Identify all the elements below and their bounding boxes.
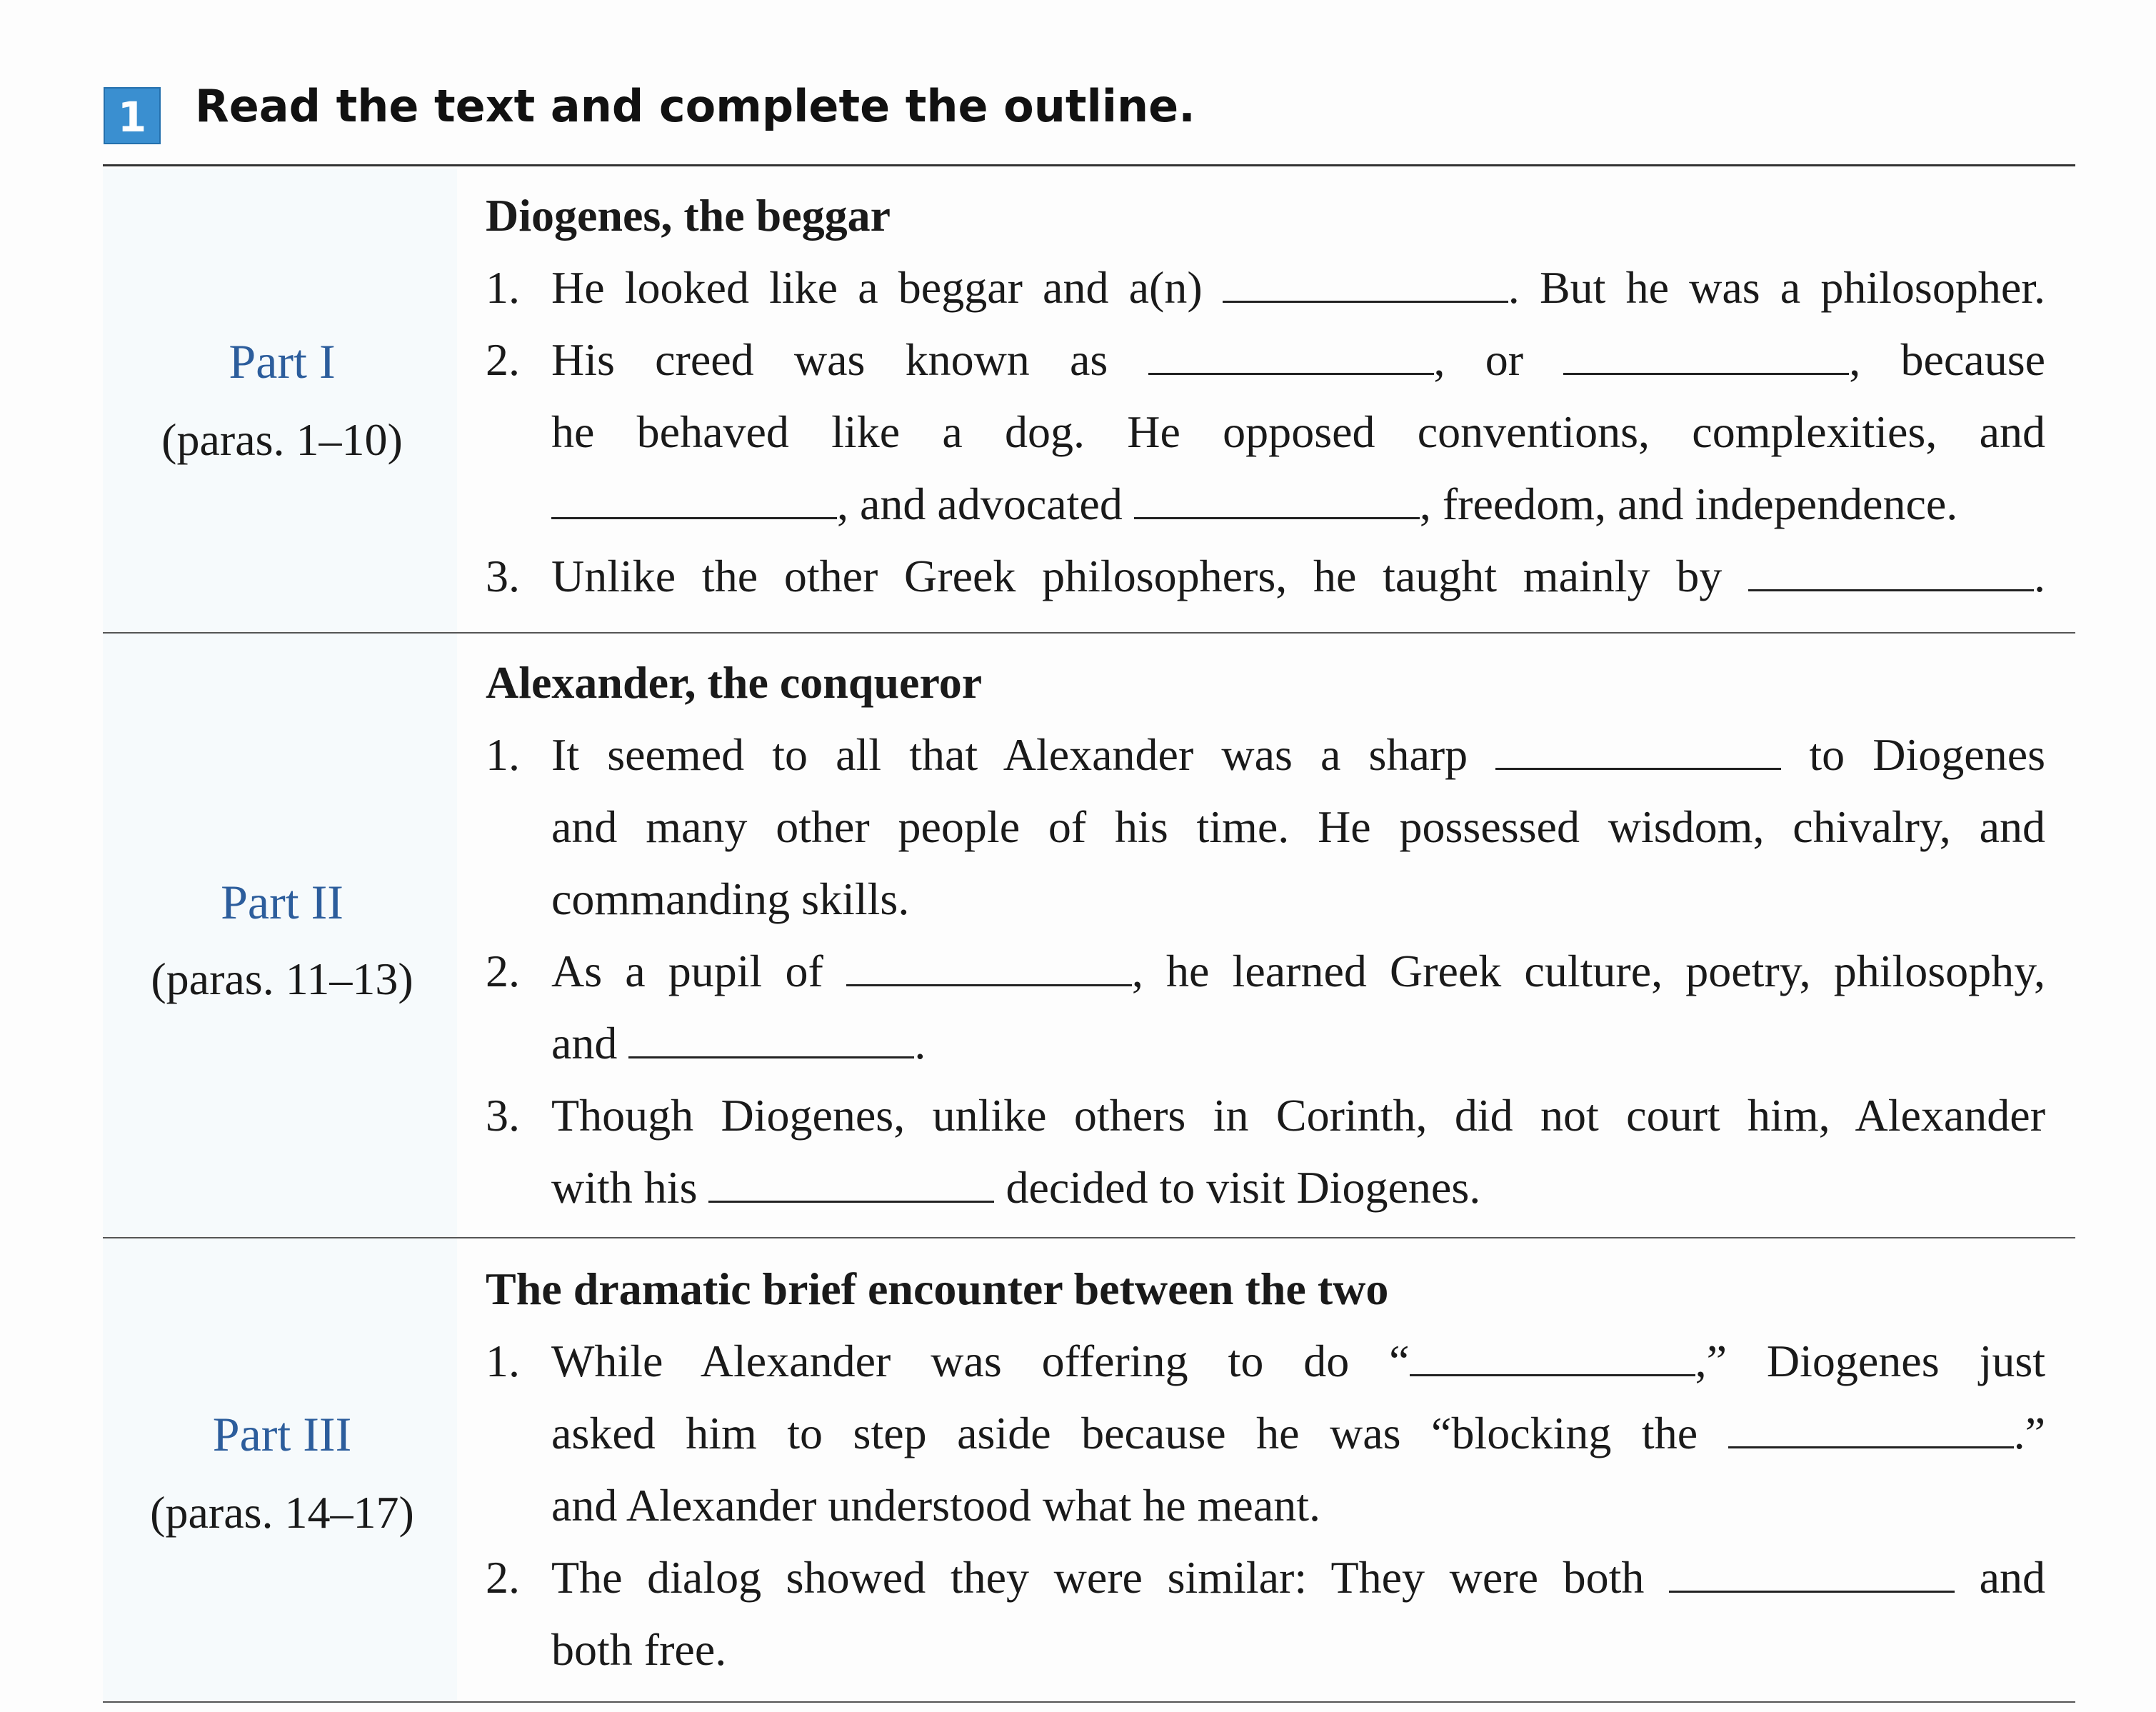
fill-in-blank[interactable]: [846, 946, 1132, 986]
fill-in-blank[interactable]: [628, 1018, 914, 1058]
item-number: 2.: [486, 946, 520, 996]
item-number: 1.: [486, 729, 520, 780]
top-divider: [103, 164, 2075, 166]
fill-in-blank[interactable]: [1728, 1408, 2014, 1448]
exercise-instruction: Read the text and complete the outline.: [195, 80, 1195, 132]
line-text: Though Diogenes, unlike others in Corinth, did not court him, Alexander: [551, 1090, 2045, 1141]
line-text: Unlike the other Greek philosophers, he taught mainly by: [551, 551, 1748, 601]
line-text: with his: [551, 1162, 709, 1213]
paragraph-range: (paras. 1–10): [161, 414, 403, 465]
line-text: he behaved like a dog. He opposed conventions, complexities, and: [551, 406, 2045, 457]
paragraph-range: (paras. 14–17): [150, 1487, 414, 1538]
outline-line: [551, 252, 2045, 324]
part-label-column: [103, 169, 457, 1704]
item-number: 1.: [486, 262, 520, 313]
outline-line: [551, 469, 2045, 540]
line-text: .: [2034, 551, 2045, 601]
section-divider: [103, 1237, 2075, 1238]
outline-line: [551, 324, 2045, 396]
line-text: The dialog showed they were similar: They were both: [551, 1552, 1669, 1603]
line-text: While Alexander was offering to do “: [551, 1336, 1410, 1386]
bottom-divider: [103, 1701, 2075, 1703]
line-text: As a pupil of: [551, 946, 846, 996]
line-text: decided to visit Diogenes.: [994, 1162, 1481, 1213]
part-label: Part II: [221, 875, 344, 929]
section-heading: Alexander, the conqueror: [486, 657, 983, 708]
line-text: and Alexander understood what he meant.: [551, 1480, 1320, 1531]
fill-in-blank[interactable]: [1495, 729, 1781, 770]
item-number: 1.: [486, 1336, 520, 1386]
outline-line: [551, 936, 2045, 1007]
line-text: , he learned Greek culture, poetry, philosophy,: [1131, 946, 2046, 996]
line-text: . But he was a philosopher.: [1508, 262, 2046, 313]
fill-in-blank[interactable]: [1748, 551, 2034, 591]
line-text: .”: [2013, 1408, 2045, 1458]
fill-in-blank[interactable]: [1223, 262, 1508, 303]
line-text: , or: [1433, 334, 1564, 385]
line-text: and many other people of his time. He possessed wisdom, chivalry, and: [551, 801, 2045, 852]
line-text: commanding skills.: [551, 873, 910, 924]
outline-line: [551, 719, 2045, 791]
outline-line: [551, 791, 2045, 863]
outline-line: [551, 396, 2045, 468]
section-heading: The dramatic brief encounter between the two: [486, 1263, 1389, 1314]
fill-in-blank[interactable]: [1563, 334, 1849, 375]
line-text: , because: [1849, 334, 2046, 385]
item-number: 3.: [486, 551, 520, 601]
line-text: , and advocated: [837, 479, 1134, 529]
line-text: .: [914, 1018, 926, 1068]
line-text: ,” Diogenes just: [1695, 1336, 2046, 1386]
line-text: asked him to step aside because he was “blocking the: [551, 1408, 1728, 1458]
outline-line: [551, 1614, 2045, 1686]
section-heading: Diogenes, the beggar: [486, 190, 891, 241]
line-text: It seemed to all that Alexander was a sharp: [551, 729, 1496, 780]
outline-line: [551, 1542, 2045, 1613]
outline-line: [551, 1470, 2045, 1541]
exercise-number-badge: 1: [104, 87, 161, 144]
outline-line: [551, 541, 2045, 612]
part-label: Part III: [212, 1407, 352, 1461]
fill-in-blank[interactable]: [1134, 479, 1420, 519]
outline-line: [551, 863, 2045, 935]
line-text: , freedom, and independence.: [1419, 479, 1958, 529]
part-label: Part I: [229, 334, 336, 389]
line-text: His creed was known as: [551, 334, 1148, 385]
item-number: 2.: [486, 1552, 520, 1603]
fill-in-blank[interactable]: [708, 1162, 994, 1203]
paragraph-range: (paras. 11–13): [151, 953, 413, 1004]
item-number: 2.: [486, 334, 520, 385]
outline-line: [551, 1398, 2045, 1469]
outline-line: [551, 1080, 2045, 1151]
line-text: and: [1955, 1552, 2046, 1603]
line-text: to Diogenes: [1781, 729, 2046, 780]
line-text: He looked like a beggar and a(n): [551, 262, 1223, 313]
item-number: 3.: [486, 1090, 520, 1141]
fill-in-blank[interactable]: [551, 479, 837, 519]
outline-line: [551, 1326, 2045, 1397]
line-text: and: [551, 1018, 629, 1068]
fill-in-blank[interactable]: [1148, 334, 1434, 375]
line-text: both free.: [551, 1624, 727, 1675]
outline-line: [551, 1152, 2045, 1223]
fill-in-blank[interactable]: [1410, 1336, 1695, 1376]
outline-line: [551, 1008, 2045, 1079]
section-divider: [103, 632, 2075, 634]
fill-in-blank[interactable]: [1669, 1552, 1955, 1593]
